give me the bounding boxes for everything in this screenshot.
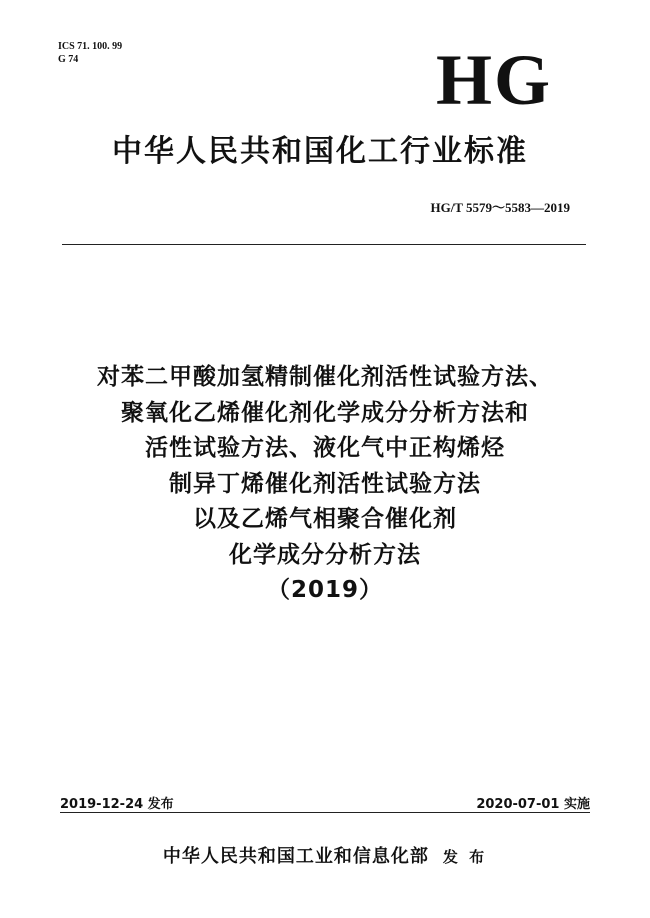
date-row bbox=[60, 793, 590, 813]
title-line: 化学成分分析方法 bbox=[229, 541, 421, 568]
issue-date: 2019-12-24 发布 bbox=[60, 797, 174, 812]
ccs-code: G 74 bbox=[58, 54, 79, 65]
classification-codes bbox=[58, 40, 122, 66]
implement-date: 2020-07-01 实施 bbox=[476, 797, 590, 812]
document-title bbox=[20, 360, 630, 609]
ics-code: ICS 71. 100. 99 bbox=[58, 41, 123, 52]
title-line: 以及乙烯气相聚合催化剂 bbox=[193, 506, 457, 532]
top-divider bbox=[62, 244, 586, 245]
publisher-suffix: 发 布 bbox=[442, 848, 488, 866]
title-line: 对苯二甲酸加氢精制催化剂活性试验方法、 bbox=[97, 364, 553, 390]
title-line: 聚氧化乙烯催化剂化学成分分析方法和 bbox=[121, 399, 529, 426]
standard-type-heading: 中华人民共和国化工行业标准 bbox=[112, 134, 528, 169]
standard-number: HG/T 5579～5583—2019 bbox=[430, 200, 570, 215]
hg-logo: HG bbox=[435, 40, 552, 120]
title-line: 制异丁烯催化剂活性试验方法 bbox=[169, 470, 481, 497]
title-line: 活性试验方法、液化气中正构烯烃 bbox=[145, 435, 505, 461]
publisher-line bbox=[60, 842, 590, 868]
bottom-divider bbox=[60, 812, 590, 813]
publisher-name: 中华人民共和国工业和信息化部 bbox=[162, 846, 429, 867]
title-year: （2019） bbox=[266, 577, 383, 603]
